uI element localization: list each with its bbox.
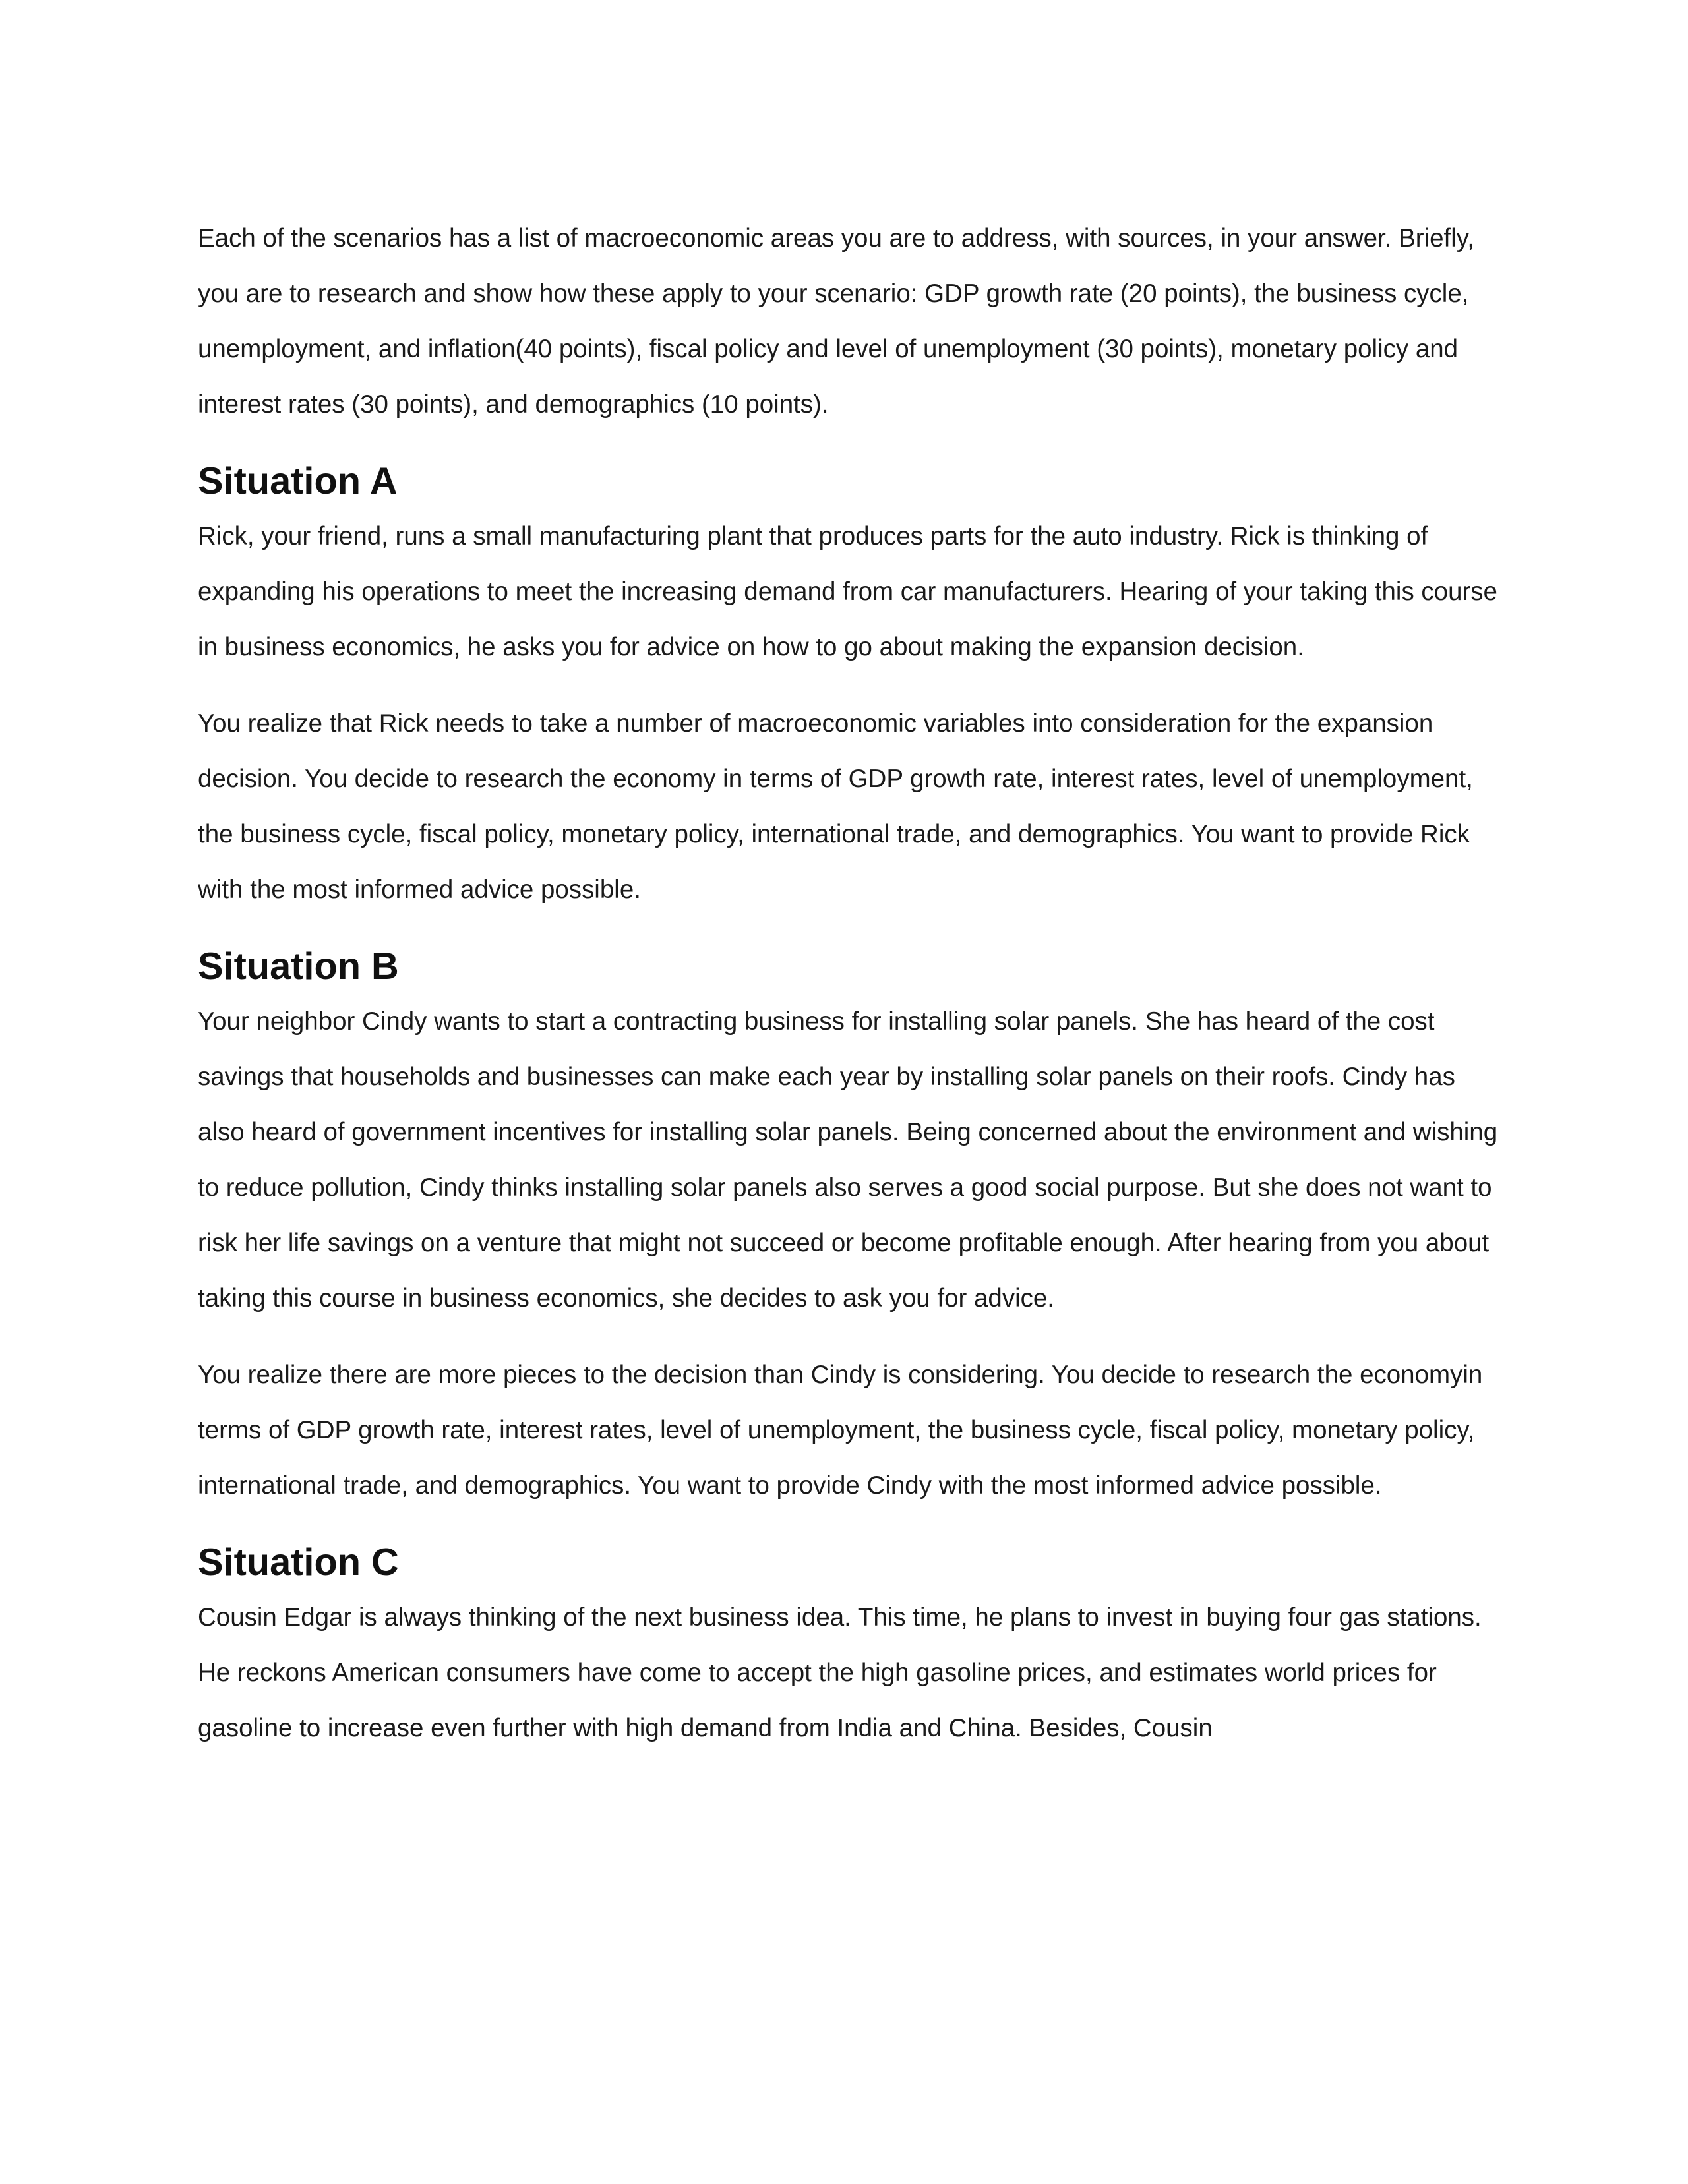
situation-c-section — [198, 1535, 1503, 1756]
situation-b-section — [198, 939, 1503, 1514]
situation-b-paragraph-2: You realize there are more pieces to the decision than Cindy is considering. You decide to research the economyin terms of GDP growth rate, interest rates, level of unemployment, the business cycle, fiscal policy, monetary policy, international trade, and demographics. You want to provide Cindy with the most informed advice possible. — [198, 1361, 1483, 1500]
situation-c-paragraph-1: Cousin Edgar is always thinking of the next business idea. This time, he plans to invest in buying four gas stations. He reckons American consumers have come to accept the high gasoline prices, and estimates world prices for gasoline to increase even further with high demand from India and China. Besides, Cousin — [198, 1603, 1482, 1742]
situation-c-heading: Situation C — [198, 1541, 399, 1583]
document-page — [198, 211, 1503, 1756]
situation-b-heading: Situation B — [198, 945, 399, 988]
intro-paragraph: Each of the scenarios has a list of macroeconomic areas you are to address, with sources, in your answer. Briefly, you are to research and show how these apply to your scenario: GDP growth rate (20 points), the business cycle, unemployment, and inflation(40 points), fiscal policy and level of unemployment (30 points), monetary policy and interest rates (30 points), and demographics (10 points). — [198, 224, 1474, 419]
situation-a-paragraph-1: Rick, your friend, runs a small manufacturing plant that produces parts for the auto industry. Rick is thinking of expanding his operations to meet the increasing demand from car manufacturers. Hearing of your taking this course in business economics, he asks you for advice on how to go about making the expansion decision. — [198, 522, 1497, 661]
situation-a-heading: Situation A — [198, 460, 398, 502]
situation-a-section — [198, 454, 1503, 918]
situation-a-paragraph-2: You realize that Rick needs to take a number of macroeconomic variables into consideration for the expansion decision. You decide to research the economy in terms of GDP growth rate, interest rates, level of unemployment, the business cycle, fiscal policy, monetary policy, international trade, and demographics. You want to provide Rick with the most informed advice possible. — [198, 709, 1473, 904]
situation-b-paragraph-1: Your neighbor Cindy wants to start a contracting business for installing solar panels. She has heard of the cost savings that households and businesses can make each year by installing solar panels on their roofs. Cindy has also heard of government incentives for installing solar panels. Being concerned about the environment and wishing to reduce pollution, Cindy thinks installing solar panels also serves a good social purpose. But she does not want to risk her life savings on a venture that might not succeed or become profitable enough. After hearing from you about taking this course in business economics, she decides to ask you for advice. — [198, 1007, 1498, 1313]
